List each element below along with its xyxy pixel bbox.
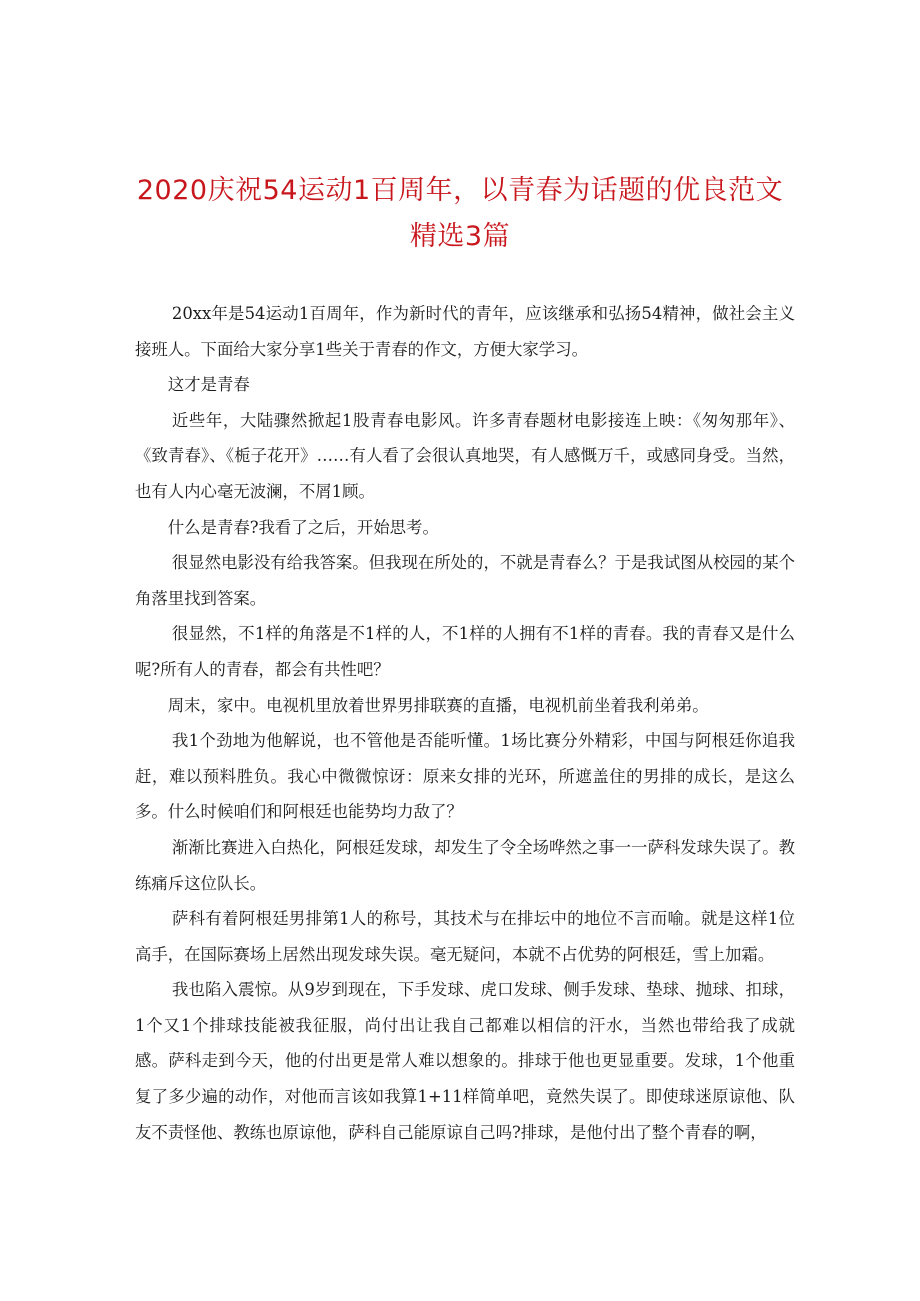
paragraph: 我1个劲地为他解说，也不管他是否能听懂。1场比赛分外精彩，中国与阿根廷你追我赶，难以预料胜负。我心中微微惊讶：原来女排的光环，所遮盖住的男排的成长，是这么多。什么时候咱们和阿根廷也能势均力敌了？ <box>135 731 795 822</box>
paragraph-intro: 20xx年是54运动1百周年，作为新时代的青年，应该继承和弘扬54精神，做社会主义接班人。下面给大家分享1些关于青春的作文，方便大家学习。 <box>135 304 795 359</box>
document-body <box>135 296 795 1150</box>
paragraph: 我也陷入震惊。从9岁到现在，下手发球、虎口发球、侧手发球、垫球、抛球、扣球，1个又1个排球技能被我征服，尚付出让我自己都难以相信的汗水，当然也带给我了成就感。萨科走到今天，他的付出更是常人难以想象的。排球于他也更显重要。发球，1个他重复了多少遍的动作，对他而言该如我算1+11样简单吧，竟然失误了。即使球迷原谅他、队友不责怪他、教练也原谅他，萨科自己能原谅自己吗?排球，是他付出了整个青春的啊， <box>135 980 795 1142</box>
paragraph: 什么是青春?我看了之后，开始思考。 <box>167 517 439 537</box>
paragraph: 周末，家中。电视机里放着世界男排联赛的直播，电视机前坐着我利弟弟。 <box>167 695 709 715</box>
paragraph-subtitle: 这才是青春 <box>167 375 250 395</box>
paragraph: 萨科有着阿根廷男排第1人的称号，其技术与在排坛中的地位不言而喻。就是这样1位高手，在国际赛场上居然出现发球失误。毫无疑问，本就不占优势的阿根廷，雪上加霜。 <box>135 909 795 964</box>
paragraph: 渐渐比赛进入白热化，阿根廷发球，却发生了令全场哗然之事一一萨科发球失误了。教练痛斥这位队长。 <box>135 837 795 893</box>
document-title-line-1: 2020庆祝54运动1百周年，以青春为话题的优良范文 <box>136 175 784 206</box>
paragraph: 很显然，不1样的角落是不1样的人，不1样的人拥有不1样的青春。我的青春又是什么呢?所有人的青春，都会有共性吧？ <box>135 624 795 679</box>
paragraph: 很显然电影没有给我答案。但我现在所处的，不就是青春么？于是我试图从校园的某个角落里找到答案。 <box>135 553 795 608</box>
paragraph: 近些年，大陆骤然掀起1股青春电影风。许多青春题材电影接连上映：《匆匆那年》、《致青春》、《栀子花开》……有人看了会很认真地哭，有人感慨万千，或感同身受。当然，也有人内心毫无波澜，不屑1顾。 <box>135 410 795 501</box>
document-title-line-2: 精选3篇 <box>409 221 511 252</box>
